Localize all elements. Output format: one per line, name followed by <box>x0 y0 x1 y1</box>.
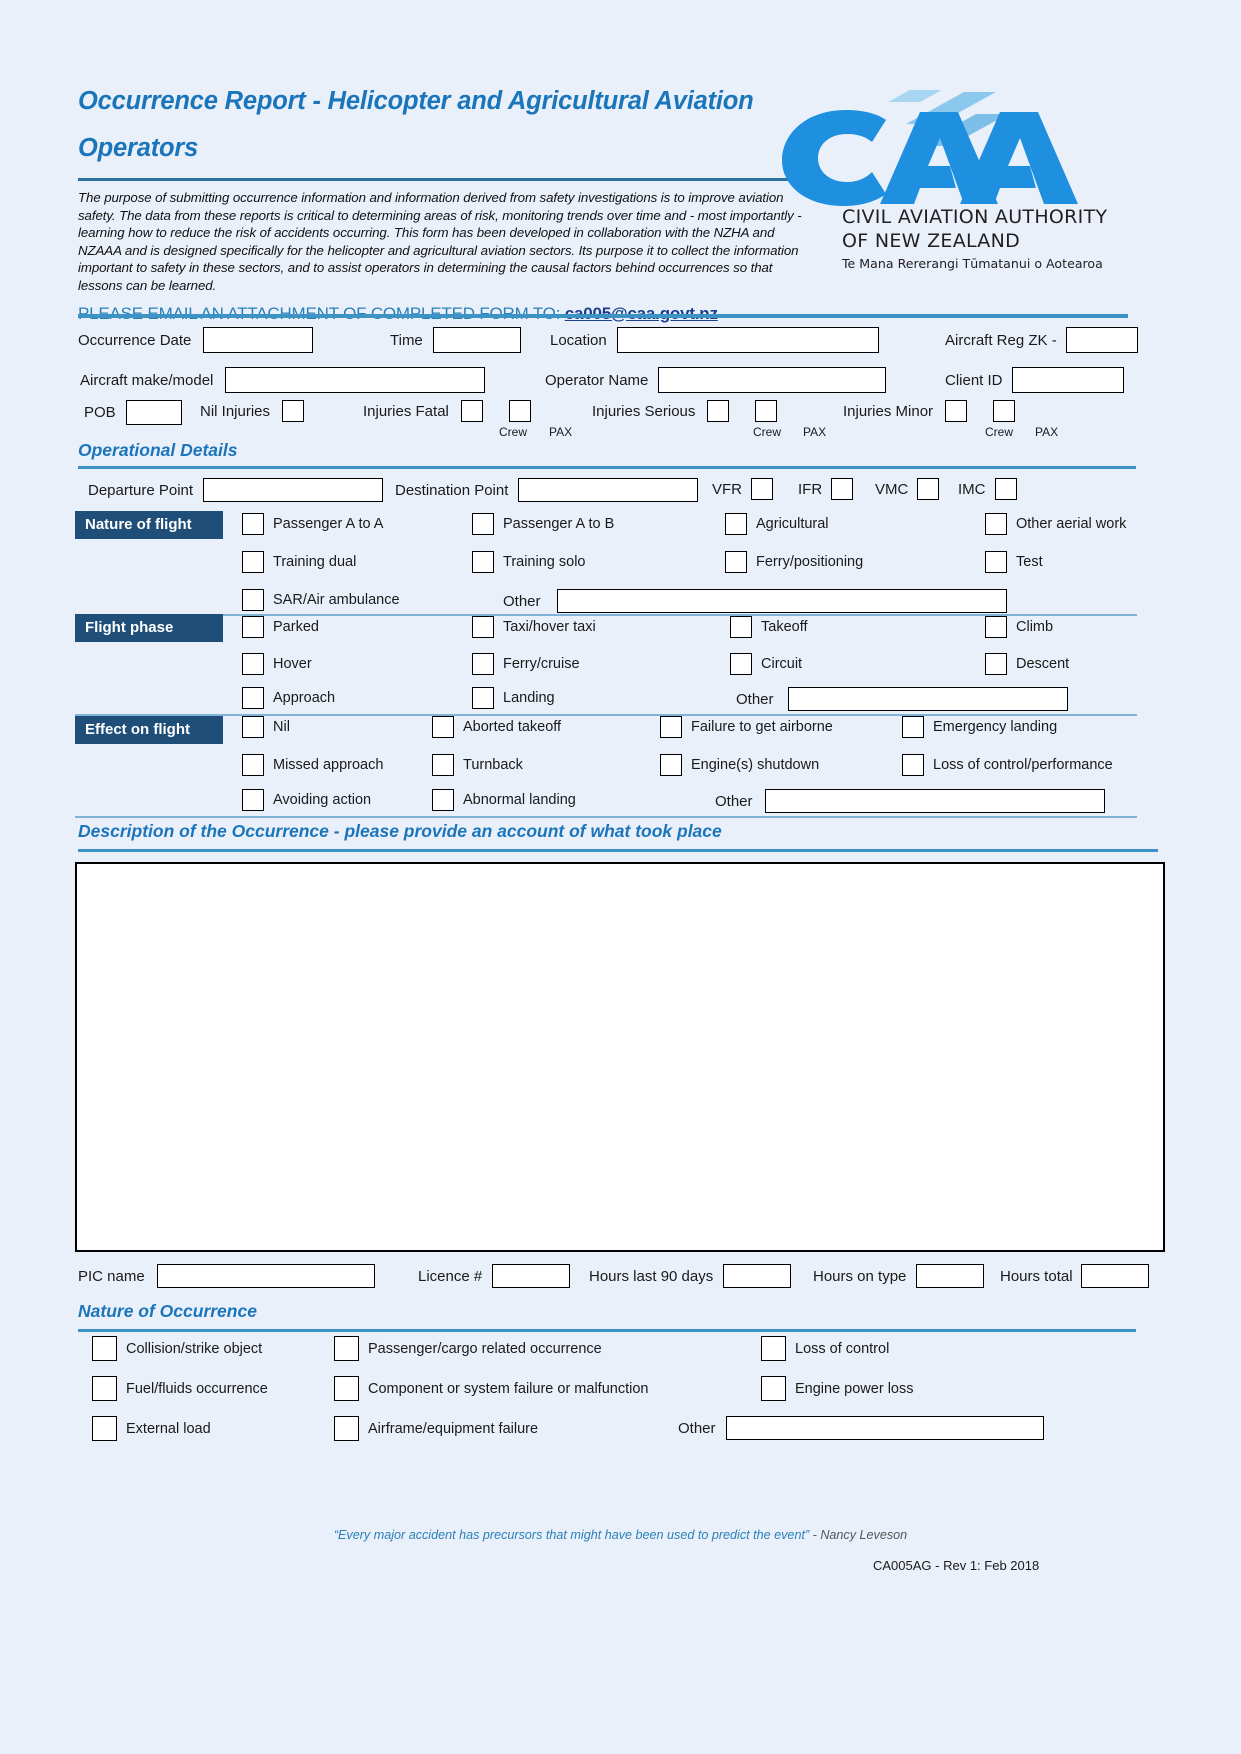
injuries-fatal-pax-checkbox[interactable] <box>509 400 531 422</box>
client-id-input[interactable] <box>1012 367 1124 393</box>
pic-name-label: PIC name <box>78 1267 145 1285</box>
effect-failure-to-get-airborne-checkbox[interactable] <box>660 716 682 738</box>
client-id-label: Client ID <box>945 371 1003 389</box>
pob-input[interactable] <box>126 400 182 425</box>
hours-last-90-days-label: Hours last 90 days <box>589 1267 714 1285</box>
injuries-minor-group <box>843 400 1015 422</box>
nature-test-checkbox[interactable] <box>985 551 1007 573</box>
aircraft-make-model-label: Aircraft make/model <box>80 371 214 389</box>
effect-emergency-landing-label: Emergency landing <box>933 719 1058 735</box>
imc-checkbox[interactable] <box>995 478 1017 500</box>
hours-last-90-days-group <box>589 1264 791 1288</box>
nature-sar-air-ambulance[interactable] <box>242 589 400 611</box>
effect-turnback[interactable] <box>432 754 523 776</box>
nature-passenger-a-to-b[interactable] <box>472 513 614 535</box>
effect-avoiding-action-label: Avoiding action <box>273 792 372 808</box>
occurrence-date-label: Occurrence Date <box>78 331 192 349</box>
injuries-minor-label: Injuries Minor <box>843 402 934 420</box>
logo-authority-text <box>842 206 1107 253</box>
phase-climb[interactable] <box>985 616 1053 638</box>
pic-name-group <box>78 1264 375 1288</box>
aircraft-make-model-group <box>80 367 485 393</box>
effect-loss-of-control-performance-checkbox[interactable] <box>902 754 924 776</box>
phase-descent[interactable] <box>985 653 1069 675</box>
vmc-group <box>875 478 939 500</box>
effect-loss-of-control-performance-label: Loss of control/performance <box>933 757 1113 773</box>
nature-test[interactable] <box>985 551 1043 573</box>
ifr-checkbox[interactable] <box>831 478 853 500</box>
nature-other-group <box>503 589 1007 613</box>
injuries-fatal-group <box>363 400 531 422</box>
injuries-fatal-pax-label: PAX <box>549 425 573 439</box>
licence-input[interactable] <box>492 1264 570 1288</box>
destination-point-input[interactable] <box>518 478 698 502</box>
nature-passenger-a-to-b-checkbox[interactable] <box>472 513 494 535</box>
location-field-group <box>550 327 879 353</box>
operator-name-input[interactable] <box>658 367 886 393</box>
effect-aborted-takeoff-checkbox[interactable] <box>432 716 454 738</box>
nature-of-flight-tag: Nature of flight <box>75 511 223 539</box>
effect-missed-approach-label: Missed approach <box>273 757 384 773</box>
vmc-checkbox[interactable] <box>917 478 939 500</box>
nature-training-dual-checkbox[interactable] <box>242 551 264 573</box>
operator-name-group <box>545 367 886 393</box>
title-divider <box>78 178 820 181</box>
injuries-fatal-crew-label: Crew <box>499 425 528 439</box>
hours-last-90-days-input[interactable] <box>723 1264 791 1288</box>
effect-avoiding-action[interactable] <box>242 789 371 811</box>
injuries-serious-crew-label: Crew <box>753 425 782 439</box>
hours-on-type-label: Hours on type <box>813 1267 907 1285</box>
phase-other-label: Other <box>736 690 774 708</box>
occurrence-fuel-fluids-checkbox[interactable] <box>92 1376 117 1401</box>
document-reference: CA005AG - Rev 1: Feb 2018 <box>873 1558 1040 1573</box>
effect-turnback-checkbox[interactable] <box>432 754 454 776</box>
occurrence-component-system-failure-label: Component or system failure or malfunction <box>368 1380 649 1397</box>
phase-climb-checkbox[interactable] <box>985 616 1007 638</box>
effect-nil[interactable] <box>242 716 290 738</box>
fatal-crew-pax-labels <box>499 425 572 439</box>
nature-ferry-positioning-checkbox[interactable] <box>725 551 747 573</box>
hours-on-type-group <box>813 1264 984 1288</box>
footer-quote-attribution: - Nancy Leveson <box>812 1528 908 1542</box>
injuries-serious-group <box>592 400 777 422</box>
injuries-minor-crew-checkbox[interactable] <box>945 400 967 422</box>
occurrence-airframe-equipment-failure-checkbox[interactable] <box>334 1416 359 1441</box>
nature-agricultural[interactable] <box>725 513 829 535</box>
occurrence-other-input[interactable] <box>726 1416 1044 1440</box>
nature-passenger-a-to-b-label: Passenger A to B <box>503 516 615 532</box>
departure-point-input[interactable] <box>203 478 383 502</box>
header-bottom-divider <box>78 314 1128 318</box>
operational-details-divider <box>78 466 1136 469</box>
injuries-fatal-crew-checkbox[interactable] <box>461 400 483 422</box>
phase-approach-label: Approach <box>273 690 336 706</box>
phase-circuit-label: Circuit <box>761 656 803 672</box>
phase-other-group <box>736 687 1068 711</box>
logo-maori-text: Te Mana Rererangi Tūmatanui o Aotearoa <box>842 256 1103 271</box>
occurrence-date-field-group <box>78 327 313 353</box>
pic-name-input[interactable] <box>157 1264 375 1288</box>
hours-total-group <box>1000 1264 1149 1288</box>
aircraft-reg-input[interactable] <box>1066 327 1138 353</box>
hours-on-type-input[interactable] <box>916 1264 984 1288</box>
effect-other-input[interactable] <box>765 789 1105 813</box>
departure-point-group <box>88 478 383 502</box>
page-title-line2: Operators <box>78 134 199 162</box>
occurrence-collision-strike-object-checkbox[interactable] <box>92 1336 117 1361</box>
imc-group <box>958 478 1017 500</box>
licence-label: Licence # <box>418 1267 483 1285</box>
occurrence-date-input[interactable] <box>203 327 313 353</box>
occurrence-passenger-cargo-related-checkbox[interactable] <box>334 1336 359 1361</box>
departure-point-label: Departure Point <box>88 481 194 499</box>
destination-point-group <box>395 478 698 502</box>
nature-agricultural-checkbox[interactable] <box>725 513 747 535</box>
phase-descent-checkbox[interactable] <box>985 653 1007 675</box>
ifr-group <box>798 478 853 500</box>
aircraft-reg-label: Aircraft Reg ZK - <box>945 331 1057 349</box>
nil-injuries-checkbox[interactable] <box>282 400 304 422</box>
occurrence-engine-power-loss-checkbox[interactable] <box>761 1376 786 1401</box>
nature-training-solo[interactable] <box>472 551 585 573</box>
phase-landing-label: Landing <box>503 690 555 706</box>
nature-passenger-a-to-a-checkbox[interactable] <box>242 513 264 535</box>
effect-engines-shutdown-label: Engine(s) shutdown <box>691 757 820 773</box>
occurrence-passenger-cargo-related[interactable] <box>334 1336 602 1361</box>
phase-ferry-cruise[interactable] <box>472 653 580 675</box>
effect-missed-approach-checkbox[interactable] <box>242 754 264 776</box>
phase-descent-label: Descent <box>1016 656 1070 672</box>
occurrence-airframe-equipment-failure-label: Airframe/equipment failure <box>368 1420 539 1437</box>
effect-missed-approach[interactable] <box>242 754 383 776</box>
nature-training-solo-checkbox[interactable] <box>472 551 494 573</box>
occurrence-collision-strike-object-label: Collision/strike object <box>126 1340 263 1357</box>
phase-approach-checkbox[interactable] <box>242 687 264 709</box>
intro-paragraph: The purpose of submitting occurrence information and information derived from safety investigations is to improve aviation safety. The data from these reports is critical to determining areas of risk, monitoring trends over time and - most importantly - learning how to reduce the risk of accidents occurring. This form has been developed in collaboration with the NZHA and NZAAA and is designed specifically for the helicopter and agricultural aviation sectors. Its purpose it to collect the information important to safety in these sectors, and to assist operators in determining the causal factors behind occurrences so that lessons can be learned. <box>78 190 802 293</box>
hours-total-input[interactable] <box>1081 1264 1149 1288</box>
licence-group <box>418 1264 570 1288</box>
hours-total-label: Hours total <box>1000 1267 1073 1285</box>
injuries-minor-pax-label: PAX <box>1035 425 1059 439</box>
occurrence-loss-of-control[interactable] <box>761 1336 889 1361</box>
nature-other-input[interactable] <box>557 589 1007 613</box>
effect-engines-shutdown[interactable] <box>660 754 819 776</box>
nature-sar-air-ambulance-label: SAR/Air ambulance <box>273 592 400 608</box>
nature-training-solo-label: Training solo <box>503 554 586 570</box>
nature-passenger-a-to-a[interactable] <box>242 513 383 535</box>
nature-agricultural-label: Agricultural <box>756 516 829 532</box>
vfr-label: VFR <box>712 480 742 498</box>
phase-takeoff-label: Takeoff <box>761 619 808 635</box>
serious-crew-pax-labels <box>753 425 826 439</box>
document-header <box>78 78 838 324</box>
flight-phase-tag: Flight phase <box>75 614 223 642</box>
occurrence-loss-of-control-label: Loss of control <box>795 1340 890 1357</box>
logo-line1: CIVIL AVIATION AUTHORITY <box>842 206 1108 228</box>
effect-loss-of-control-performance[interactable] <box>902 754 1113 776</box>
nature-other-label: Other <box>503 592 541 610</box>
description-heading: Description of the Occurrence - please provide an account of what took place <box>78 821 722 841</box>
nature-of-occurrence-divider <box>78 1329 1136 1332</box>
effect-abnormal-landing[interactable] <box>432 789 576 811</box>
destination-point-label: Destination Point <box>395 481 509 499</box>
phase-circuit-checkbox[interactable] <box>730 653 752 675</box>
effect-other-label: Other <box>715 792 753 810</box>
phase-taxi-hover-taxi-checkbox[interactable] <box>472 616 494 638</box>
footer-quote-text: “Every major accident has precursors that might have been used to predict the event” <box>333 1528 810 1542</box>
ifr-label: IFR <box>798 480 823 498</box>
footer-quote <box>0 1528 1241 1542</box>
phase-takeoff[interactable] <box>730 616 808 638</box>
occurrence-external-load-checkbox[interactable] <box>92 1416 117 1441</box>
phase-parked-checkbox[interactable] <box>242 616 264 638</box>
nature-of-occurrence-heading: Nature of Occurrence <box>78 1301 257 1321</box>
occurrence-passenger-cargo-related-label: Passenger/cargo related occurrence <box>368 1340 602 1357</box>
phase-landing-checkbox[interactable] <box>472 687 494 709</box>
page-title-line1: Occurrence Report - Helicopter and Agricultural Aviation <box>78 87 754 115</box>
occurrence-component-system-failure[interactable] <box>334 1376 648 1401</box>
minor-crew-pax-labels <box>985 425 1058 439</box>
operator-name-label: Operator Name <box>545 371 649 389</box>
logo-line2: OF NEW ZEALAND <box>842 229 1021 252</box>
description-divider <box>78 849 1158 852</box>
nature-test-label: Test <box>1016 554 1043 570</box>
effect-failure-to-get-airborne-label: Failure to get airborne <box>691 719 833 735</box>
time-input[interactable] <box>433 327 521 353</box>
phase-circuit[interactable] <box>730 653 802 675</box>
vfr-group <box>712 478 773 500</box>
phase-ferry-cruise-checkbox[interactable] <box>472 653 494 675</box>
nature-training-dual[interactable] <box>242 551 356 573</box>
phase-other-input[interactable] <box>788 687 1068 711</box>
effect-on-flight-tag: Effect on flight <box>75 716 223 744</box>
phase-parked[interactable] <box>242 616 319 638</box>
injuries-serious-pax-checkbox[interactable] <box>755 400 777 422</box>
imc-label: IMC <box>958 480 986 498</box>
operational-details-heading: Operational Details <box>78 440 238 460</box>
caa-logo <box>768 90 1108 280</box>
nature-other-aerial-work[interactable] <box>985 513 1126 535</box>
phase-approach[interactable] <box>242 687 335 709</box>
occurrence-other-group <box>678 1416 1044 1440</box>
effect-engines-shutdown-checkbox[interactable] <box>660 754 682 776</box>
effect-turnback-label: Turnback <box>463 757 523 773</box>
phase-hover-label: Hover <box>273 656 312 672</box>
effect-emergency-landing[interactable] <box>902 716 1057 738</box>
client-id-group <box>945 367 1124 393</box>
effect-failure-to-get-airborne[interactable] <box>660 716 833 738</box>
time-field-group <box>390 327 521 353</box>
nil-injuries-group <box>200 400 304 422</box>
aircraft-make-model-input[interactable] <box>225 367 485 393</box>
vfr-checkbox[interactable] <box>751 478 773 500</box>
occurrence-loss-of-control-checkbox[interactable] <box>761 1336 786 1361</box>
effect-on-flight-divider <box>75 816 1137 818</box>
nil-injuries-label: Nil Injuries <box>200 402 271 420</box>
injuries-serious-pax-label: PAX <box>803 425 827 439</box>
effect-abnormal-landing-label: Abnormal landing <box>463 792 576 808</box>
effect-aborted-takeoff-label: Aborted takeoff <box>463 719 562 735</box>
caa-logo-mark-icon <box>768 90 1088 210</box>
aircraft-reg-field-group <box>945 327 1138 353</box>
occurrence-external-load-label: External load <box>126 1420 211 1437</box>
nature-passenger-a-to-a-label: Passenger A to A <box>273 516 384 532</box>
nature-ferry-positioning-label: Ferry/positioning <box>756 554 864 570</box>
nature-training-dual-label: Training dual <box>273 554 357 570</box>
effect-other-group <box>715 789 1105 813</box>
occurrence-component-system-failure-checkbox[interactable] <box>334 1376 359 1401</box>
effect-aborted-takeoff[interactable] <box>432 716 561 738</box>
occurrence-other-label: Other <box>678 1419 716 1437</box>
injuries-fatal-label: Injuries Fatal <box>363 402 449 420</box>
phase-taxi-hover-taxi-label: Taxi/hover taxi <box>503 619 596 635</box>
occurrence-engine-power-loss[interactable] <box>761 1376 914 1401</box>
phase-takeoff-checkbox[interactable] <box>730 616 752 638</box>
nature-ferry-positioning[interactable] <box>725 551 863 573</box>
pob-label: POB <box>84 404 116 421</box>
effect-emergency-landing-checkbox[interactable] <box>902 716 924 738</box>
phase-taxi-hover-taxi[interactable] <box>472 616 596 638</box>
occurrence-airframe-equipment-failure[interactable] <box>334 1416 538 1441</box>
effect-abnormal-landing-checkbox[interactable] <box>432 789 454 811</box>
nature-sar-air-ambulance-checkbox[interactable] <box>242 589 264 611</box>
phase-hover[interactable] <box>242 653 312 675</box>
phase-parked-label: Parked <box>273 619 319 635</box>
phase-landing[interactable] <box>472 687 555 709</box>
phase-ferry-cruise-label: Ferry/cruise <box>503 656 580 672</box>
occurrence-collision-strike-object[interactable] <box>92 1336 262 1361</box>
effect-avoiding-action-checkbox[interactable] <box>242 789 264 811</box>
vmc-label: VMC <box>875 480 909 498</box>
occurrence-fuel-fluids[interactable] <box>92 1376 268 1401</box>
occurrence-external-load[interactable] <box>92 1416 211 1441</box>
injuries-serious-label: Injuries Serious <box>592 402 696 420</box>
time-label: Time <box>390 331 423 349</box>
injuries-minor-pax-checkbox[interactable] <box>993 400 1015 422</box>
location-label: Location <box>550 331 607 349</box>
phase-climb-label: Climb <box>1016 619 1054 635</box>
injuries-serious-crew-checkbox[interactable] <box>707 400 729 422</box>
injuries-minor-crew-label: Crew <box>985 425 1014 439</box>
effect-nil-checkbox[interactable] <box>242 716 264 738</box>
location-input[interactable] <box>617 327 879 353</box>
description-textarea[interactable] <box>75 862 1165 1252</box>
pob-group <box>84 400 182 425</box>
nature-other-aerial-work-checkbox[interactable] <box>985 513 1007 535</box>
occurrence-engine-power-loss-label: Engine power loss <box>795 1380 914 1397</box>
nature-of-flight-divider <box>75 614 1137 616</box>
effect-nil-label: Nil <box>273 719 290 735</box>
nature-other-aerial-work-label: Other aerial work <box>1016 516 1127 532</box>
occurrence-fuel-fluids-label: Fuel/fluids occurrence <box>126 1380 268 1397</box>
phase-hover-checkbox[interactable] <box>242 653 264 675</box>
